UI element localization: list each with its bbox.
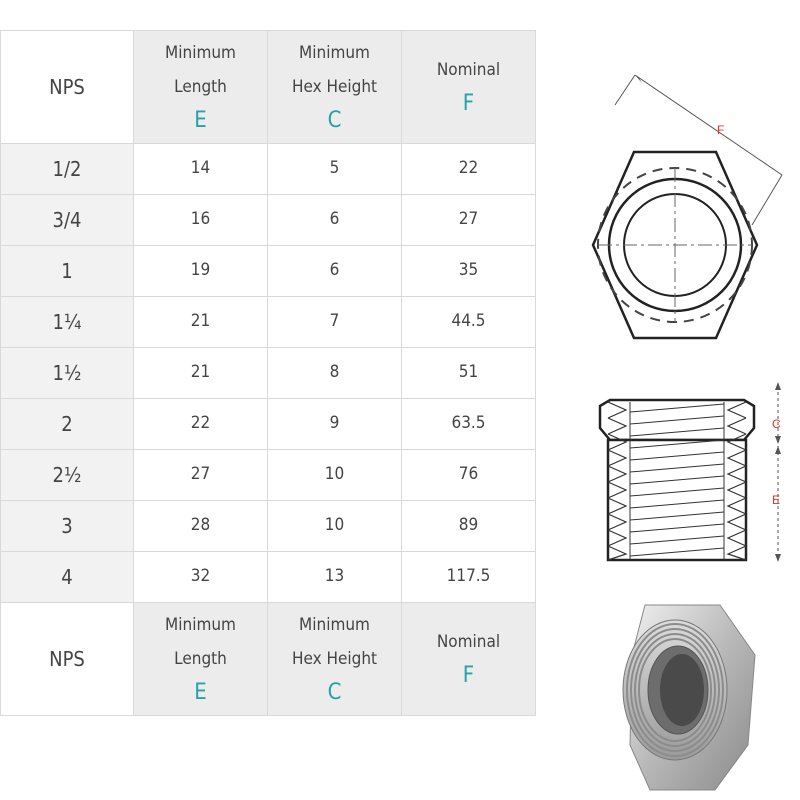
- footer-length-line2: Length: [174, 648, 227, 669]
- footer-hex: [268, 603, 402, 716]
- cell-length: 32: [134, 552, 268, 603]
- footer-nominal-line1: Nominal: [436, 631, 501, 652]
- header-nominal: [402, 31, 536, 144]
- cell-hex-height: 10: [268, 501, 402, 552]
- hex-bushing-photo: [560, 595, 800, 795]
- cell-nps: 4: [1, 552, 134, 603]
- table-row: [1, 144, 536, 195]
- cell-hex-height: 13: [268, 552, 402, 603]
- footer-nominal-letter: F: [462, 663, 475, 689]
- cell-hex-height: 6: [268, 195, 402, 246]
- hex-section-view-diagram: [560, 378, 800, 568]
- footer-length-letter: E: [194, 679, 207, 705]
- table-row: [1, 195, 536, 246]
- table-row: [1, 552, 536, 603]
- cell-nominal: 35: [402, 246, 536, 297]
- header-nominal-letter: F: [462, 91, 475, 117]
- table-header-bottom: [1, 603, 536, 716]
- cell-length: 14: [134, 144, 268, 195]
- cell-length: 21: [134, 348, 268, 399]
- cell-nps: 3/4: [1, 195, 134, 246]
- cell-nominal: 22: [402, 144, 536, 195]
- footer-hex-line1: Minimum: [299, 615, 370, 636]
- cell-length: 27: [134, 450, 268, 501]
- footer-length: [134, 603, 268, 716]
- table-row: [1, 348, 536, 399]
- cell-length: 19: [134, 246, 268, 297]
- cell-hex-height: 5: [268, 144, 402, 195]
- label-c: C: [772, 417, 781, 431]
- footer-hex-letter: C: [327, 679, 342, 705]
- header-hex-letter: C: [327, 107, 342, 133]
- cell-nominal: 44.5: [402, 297, 536, 348]
- cell-nominal: 76: [402, 450, 536, 501]
- table-row: [1, 246, 536, 297]
- cell-hex-height: 6: [268, 246, 402, 297]
- table-row: [1, 501, 536, 552]
- cell-hex-height: 9: [268, 399, 402, 450]
- cell-length: 28: [134, 501, 268, 552]
- table-row: [1, 297, 536, 348]
- cell-hex-height: 10: [268, 450, 402, 501]
- dimension-table-wrapper: [0, 30, 535, 716]
- label-f: F: [717, 123, 725, 137]
- cell-nps: 2½: [1, 450, 134, 501]
- cell-nps: 3: [1, 501, 134, 552]
- hex-top-view-diagram: [560, 0, 800, 380]
- cell-nps: 1/2: [1, 144, 134, 195]
- cell-nps: 2: [1, 399, 134, 450]
- header-hex-line2: Hex Height: [291, 76, 378, 97]
- cell-nominal: 89: [402, 501, 536, 552]
- header-nominal-line1: Nominal: [436, 59, 501, 80]
- cell-length: 16: [134, 195, 268, 246]
- cell-hex-height: 7: [268, 297, 402, 348]
- cell-nps: 1¼: [1, 297, 134, 348]
- table-row: [1, 450, 536, 501]
- cell-nominal: 63.5: [402, 399, 536, 450]
- cell-length: 22: [134, 399, 268, 450]
- cell-length: 21: [134, 297, 268, 348]
- cell-nps: 1½: [1, 348, 134, 399]
- table-header-top: [1, 31, 536, 144]
- header-nps: NPS: [1, 31, 134, 144]
- cell-nominal: 51: [402, 348, 536, 399]
- hex-bushing-dimension-table: [0, 30, 536, 716]
- header-length: [134, 31, 268, 144]
- cell-nominal: 117.5: [402, 552, 536, 603]
- footer-nps: NPS: [1, 603, 134, 716]
- cell-nps: 1: [1, 246, 134, 297]
- cell-nominal: 27: [402, 195, 536, 246]
- header-length-line2: Length: [174, 76, 227, 97]
- diagram-panel: [560, 0, 800, 800]
- label-e: E: [772, 493, 781, 507]
- header-length-line1: Minimum: [165, 43, 236, 64]
- cell-hex-height: 8: [268, 348, 402, 399]
- footer-hex-line2: Hex Height: [291, 648, 378, 669]
- footer-length-line1: Minimum: [165, 615, 236, 636]
- header-length-letter: E: [194, 107, 207, 133]
- table-row: [1, 399, 536, 450]
- header-hex-line1: Minimum: [299, 43, 370, 64]
- footer-nominal: [402, 603, 536, 716]
- header-hex: [268, 31, 402, 144]
